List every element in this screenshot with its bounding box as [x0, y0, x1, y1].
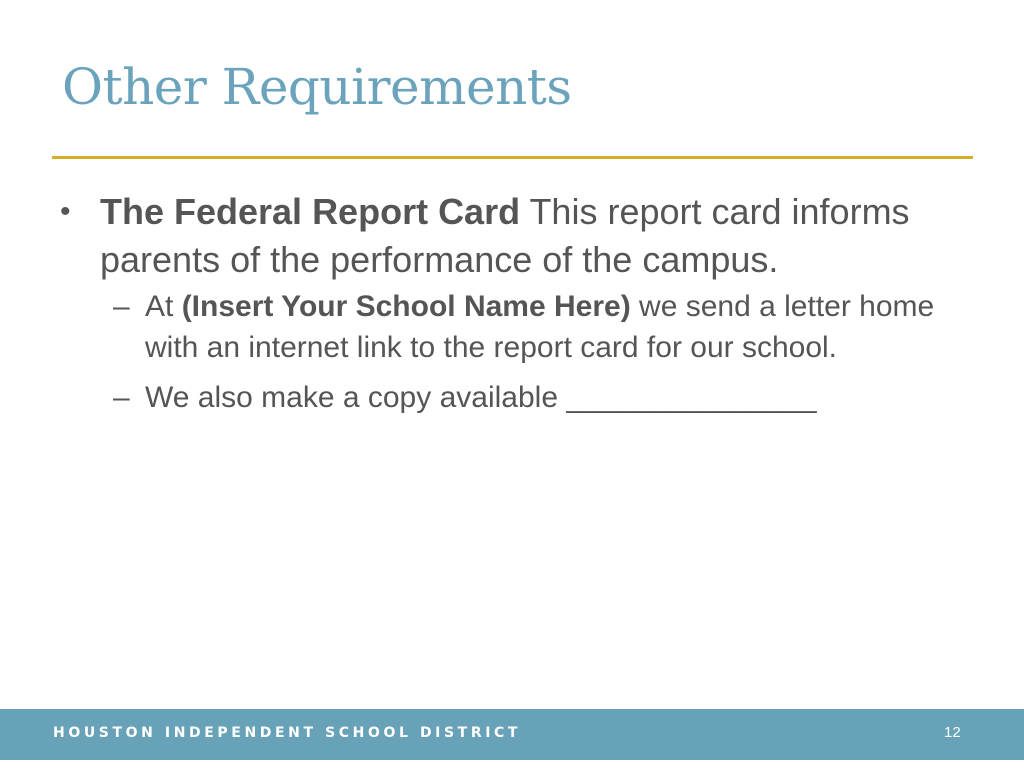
title-divider	[52, 156, 973, 159]
bullet-item	[60, 188, 960, 284]
sub-bullet-text: We also make a copy available _______________	[145, 381, 817, 414]
dash-icon: –	[113, 290, 130, 323]
bullet-bold-text: The Federal Report Card	[100, 191, 521, 232]
sub-bullet-text: we send a letter home with an internet link to the report card for our school.	[145, 290, 935, 364]
page-number: 12	[944, 724, 961, 741]
school-name-placeholder: (Insert Your School Name Here)	[181, 290, 631, 323]
slide-body	[60, 188, 960, 418]
bullet-icon: •	[60, 195, 71, 228]
dash-icon: –	[113, 381, 130, 414]
slide-title: Other Requirements	[62, 58, 572, 116]
sub-bullet-item	[60, 286, 960, 368]
bullet-text: This report card informs parents of the performance of the campus.	[100, 191, 910, 280]
sub-bullet-item	[60, 377, 960, 418]
footer-organization: HOUSTON INDEPENDENT SCHOOL DISTRICT	[53, 725, 522, 741]
footer-band	[0, 709, 1024, 760]
sub-bullet-prefix: At	[145, 290, 182, 323]
